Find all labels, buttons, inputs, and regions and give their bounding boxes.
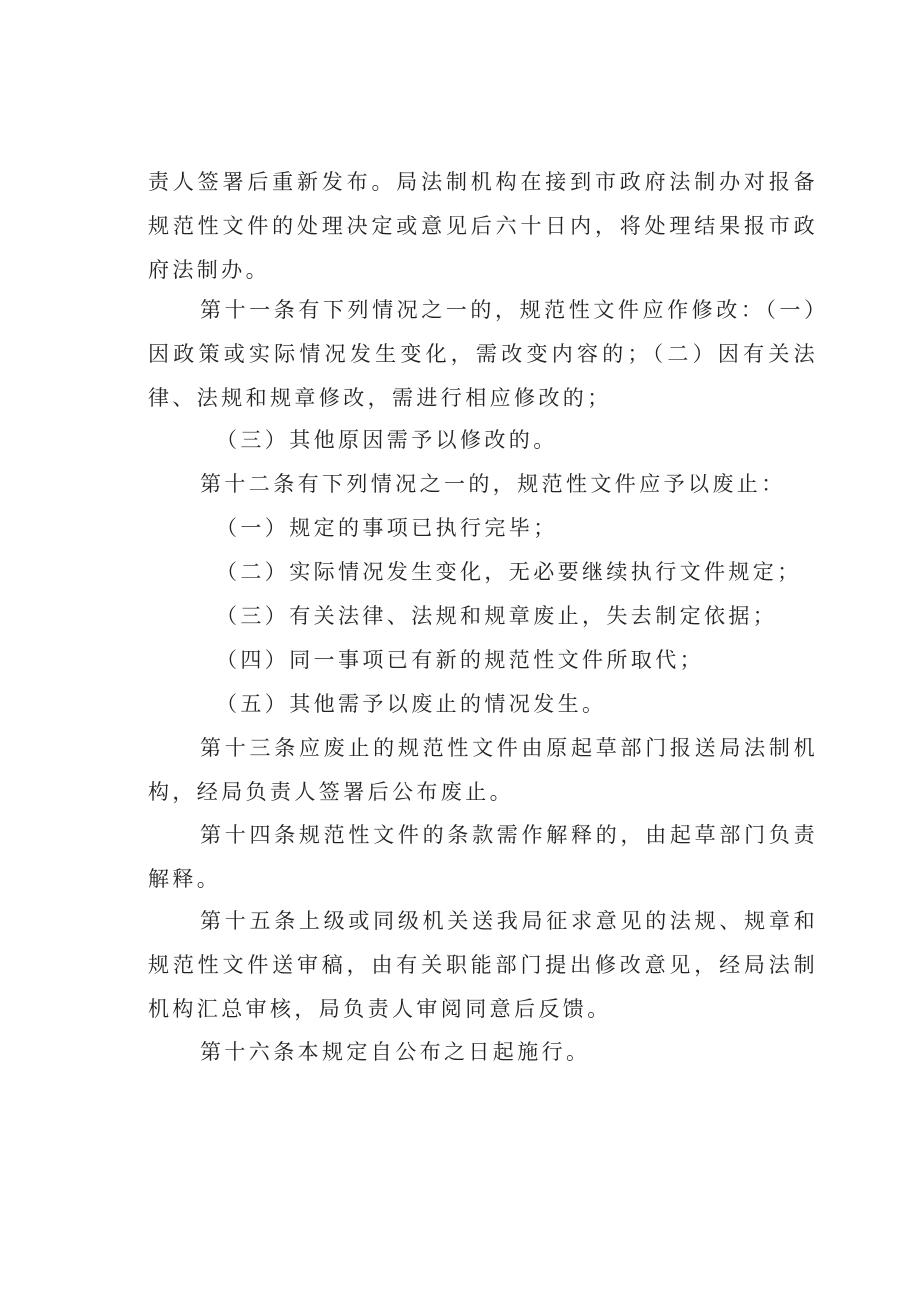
article-15-paragraph: 第十五条上级或同级机关送我局征求意见的法规、规章和规范性文件送审稿，由有关职能部门提出修改意见，经局法制机构汇总审核，局负责人审阅同意后反馈。 xyxy=(148,909,818,1021)
article-11-paragraph: 第十一条有下列情况之一的，规范性文件应作修改：（一）因政策或实际情况发生变化，需改变内容的；（二）因有关法律、法规和规章修改，需进行相应修改的； xyxy=(148,298,818,410)
article-12-item-1: （一）规定的事项已执行完毕； xyxy=(216,516,558,540)
article-12-paragraph: 第十二条有下列情况之一的，规范性文件应予以废止： xyxy=(200,472,786,496)
article-11-item-3: （三）其他原因需予以修改的。 xyxy=(216,428,558,452)
article-12-item-5: （五）其他需予以废止的情况发生。 xyxy=(216,692,607,716)
article-12-item-2: （二）实际情况发生变化，无必要继续执行文件规定； xyxy=(216,560,802,584)
article-12-item-3: （三）有关法律、法规和规章废止，失去制定依据； xyxy=(216,604,778,628)
article-14-paragraph: 第十四条规范性文件的条款需作解释的，由起草部门负责解释。 xyxy=(148,823,818,891)
continuation-paragraph: 责人签署后重新发布。局法制机构在接到市政府法制办对报备规范性文件的处理决定或意见后六十日内，将处理结果报市政府法制办。 xyxy=(148,170,818,282)
article-12-item-4: （四）同一事项已有新的规范性文件所取代； xyxy=(216,648,704,672)
article-16-paragraph: 第十六条本规定自公布之日起施行。 xyxy=(200,1040,591,1064)
article-13-paragraph: 第十三条应废止的规范性文件由原起草部门报送局法制机构，经局负责人签署后公布废止。 xyxy=(148,736,818,804)
